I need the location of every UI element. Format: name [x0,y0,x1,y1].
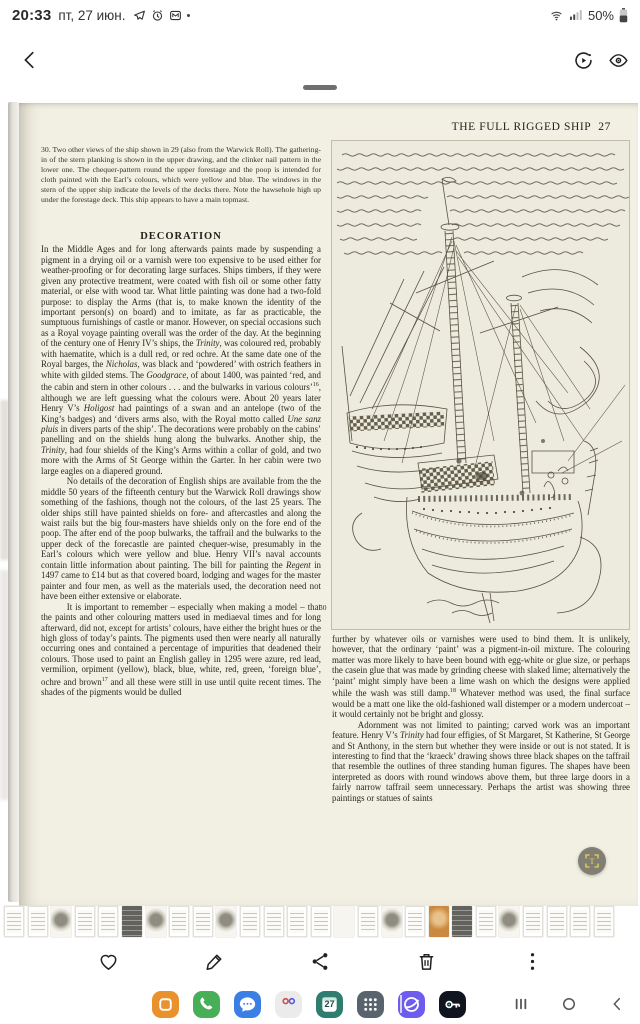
figure-number: 30 [319,603,327,612]
thumbnail[interactable] [334,906,354,937]
left-column-text [41,244,321,780]
thumbnail[interactable] [4,906,24,937]
thumbnail[interactable] [216,906,236,937]
app-icon-messages[interactable] [234,991,261,1018]
favorite-button[interactable] [88,941,128,981]
battery-percent: 50% [587,7,614,23]
section-heading: DECORATION [140,231,222,243]
thumbnail[interactable] [240,906,260,937]
extract-text-button[interactable] [578,847,606,875]
paragraph: It is important to remember – especially when making a model – that the paints and other colouring matters used in mediaeval times and for long afterward, did not, except for artists’ colours, have either the bright hues or the high gloss of today’s paints. The pigments used then were nearly all naturally occurring ones and contained a percentage of impurities that deadened their colours. Those used to paint an English galley in 1295 were azure, red lead, vermilion, orpiment (yellow), black, blue, white, red, green, ‘foreign blue’, ochre and brown$^{17}$ and all these were still in use until quite recent times. The shades of the pigments would be dulled [41,601,321,698]
app-icon-phone[interactable] [193,991,220,1018]
nav-buttons [508,991,640,1017]
thumbnail[interactable] [51,906,71,937]
edit-button[interactable] [194,941,234,981]
favorite-heart-icon [97,950,120,973]
book-page-edge [8,102,19,902]
share-icon [309,950,332,973]
manuscript-figure [331,140,630,630]
gmail-icon [169,9,182,22]
nav-back-button[interactable] [604,991,630,1017]
back-icon [19,49,41,71]
details-eye-icon [608,50,629,71]
book-page [19,103,638,906]
alarm-icon [151,9,164,22]
thumbnail[interactable] [358,906,378,937]
back-icon [609,996,625,1012]
paragraph: Adornment was not limited to painting; carved work was an important feature. Henry V’s Trinity had four effigies, of St Margaret, St Katherine, St George and St Anthony, in the stern but whether they were inside or out is not stated. It is interesting to find that the ‘kraeck’ drawing shows three black shapes on the taffrail that resemble the outlines of three standing human figures. The shapes have been interpreted as doors with round windows above them, but three large doors in a fairly narrow taffrail seem unnecessary. Perhaps the artist was showing three paintings or statues of saints [332,719,630,803]
thumbnail[interactable] [382,906,402,937]
thumbnail[interactable] [452,906,472,937]
taskbar-apps [152,991,466,1018]
viewer-toolbar [0,42,640,78]
paragraph: No details of the decoration of English ships are available from the the middle 50 years of the fifteenth century but the Warwick Roll drawings show something of the fashions, though not the colours, of the last 25 years. The older ships still have painted shields on fore- and aftercastles and along the waist rails but the big four-masters have shields only on the fore end of the poop. The after end of the poop bulwarks, the taffrail and the bulwarks to the upper deck of the forecastle are painted chequer-wise, presumably in the Earl’s colours which were yellow and blue. Henry VII’s naval accounts contain little information about painting. The bill for painting the Regent in 1497 came to £14 but as that covered board, lodging and wages for the master painter and four men, as well as the materials used, the decoration need not have been either extensive or elaborate. [41,476,321,602]
delete-button[interactable] [406,941,446,981]
running-title: THE FULL RIGGED SHIP [451,121,592,133]
thumbnail[interactable] [122,906,142,937]
delete-trash-icon [415,950,438,973]
app-icon-passwords[interactable] [439,991,466,1018]
left-column [41,145,321,780]
telegram-icon [133,9,146,22]
details-button[interactable] [600,42,636,78]
thumbnail[interactable] [28,906,48,937]
battery-icon [619,8,628,23]
thumbnail-strip[interactable] [0,904,640,938]
thumbnail[interactable] [523,906,543,937]
app-icon-gallery[interactable] [152,991,179,1018]
thumbnail[interactable] [476,906,496,937]
app-icon-browser[interactable] [398,991,425,1018]
action-bar [0,938,640,984]
home-button[interactable] [556,991,582,1017]
status-bar [0,0,640,30]
ship-drawing [332,141,629,629]
wifi-icon [549,9,564,22]
svg-text:T: T [589,857,595,866]
thumbnail[interactable] [570,906,590,937]
motion-photo-icon [573,50,594,71]
back-button[interactable] [12,42,48,78]
thumbnail[interactable] [169,906,189,937]
thumbnail[interactable] [429,906,449,937]
recents-icon [512,995,530,1013]
page-number: 27 [598,121,611,133]
taskbar-divider [400,995,402,1013]
thumbnail[interactable] [287,906,307,937]
camera-handle-bar [303,85,337,90]
taskbar [0,984,640,1024]
more-notifications-dot [187,14,190,17]
thumbnail[interactable] [311,906,331,937]
app-icon-apps-drawer[interactable] [357,991,384,1018]
thumbnail[interactable] [594,906,614,937]
recents-button[interactable] [508,991,534,1017]
thumbnail[interactable] [547,906,567,937]
edit-pencil-icon [203,950,226,973]
figure-caption: 30. Two other views of the ship shown in 29 (also from the Warwick Roll). The gathering-in of the stern planking is shown in the upper drawing, and the clinker nail pattern in the lower one. The chequer-pattern round the upper forestage and the poop is intended for cloth painted with the Earl’s colours, which were yellow and blue. The windows in the stern of the upper ship indicate the levels of the decks there. Note the hawsehole high up under the forestage deck. This ship appears to have a main topmast. [41,145,321,205]
more-button[interactable] [512,941,552,981]
more-kebab-icon [521,950,544,973]
photo-viewer[interactable] [0,100,640,906]
thumbnail[interactable] [98,906,118,937]
app-icon-calendar[interactable]: 27 [316,991,343,1018]
thumbnail[interactable] [264,906,284,937]
app-icon-photos[interactable] [275,991,302,1018]
thumbnail[interactable] [405,906,425,937]
paragraph: further by whatever oils or varnishes were used to bind them. It is unlikely, however, that the ordinary ‘paint’ was a pigment-in-oil mixture. The colouring matter was more likely to have been bound with egg-white or glue size, or perhaps the casein glue that was made by grinding cheese with slaked lime; alternatively the ‘paint’ might simply have been a lime wash on which the designs were applied while the wash was still damp.$^{18}$ Whatever method was used, the final surface would be a matt one like the old-fashioned wall distemper or a modern undercoat – it would certainly not be bright and glossy. [332,634,630,720]
thumbnail[interactable] [146,906,166,937]
thumbnail[interactable] [75,906,95,937]
thumbnail[interactable] [193,906,213,937]
clock-time: 20:33 [12,6,52,24]
paragraph: In the Middle Ages and for long afterwards paints made by suspending a pigment in a drying oil or a varnish were too expensive to be used either for weather-proofing or for decorating large surfaces. Ships timbers, if they were given any protective treatment, were coated with fish oil or some other fatty material, or else with wood tar. What little painting was done had a two-fold purpose: to display the Arms (that is, to make known the identity of the important person(s) on board) and to imitate, as far as practicable, the sumptuous furnishings of castle or manor. However, on special occasions such as a Royal voyage painting overall was the order of the day. At the beginning of the century one of Henry IV’s ships, the Trinity, was coloured red, probably with haematite, which is a dull red, or red ochre. At the same date one of the Royal barges, the Nicholas, was black and ‘powdered’ with ostrich feathers in white with gilded stems. The Goodgrace, of about 1400, was painted ‘red, and the cabin and stern in other colours . . . and the bulwarks in various colours’$^{16}$, although we are left guessing what the colours were. About 20 years later Henry V’s Holigost had paintings of a swan and an antelope (two of the King’s badges) and ‘divers arms also, with the Royal motto called Une sanz pluis in divers parts of the ship’. The decorations were probably on the cabins’ panelling and on the shields hung along the bulwarks. Another ship, the Trinity, had four shields of the King’s Arms within a collar of gold, and two more with the Arms of St George within the Garter. In her cabin were two large eagles on a diapered ground. [41,244,321,476]
motion-photo-button[interactable] [565,42,601,78]
home-icon [560,995,578,1013]
thumbnail[interactable] [499,906,519,937]
page-header [19,121,611,133]
extract-text-icon [583,852,601,870]
signal-strength-icon [569,9,583,21]
status-date: пт, 27 июн. [58,7,126,23]
share-button[interactable] [300,941,340,981]
